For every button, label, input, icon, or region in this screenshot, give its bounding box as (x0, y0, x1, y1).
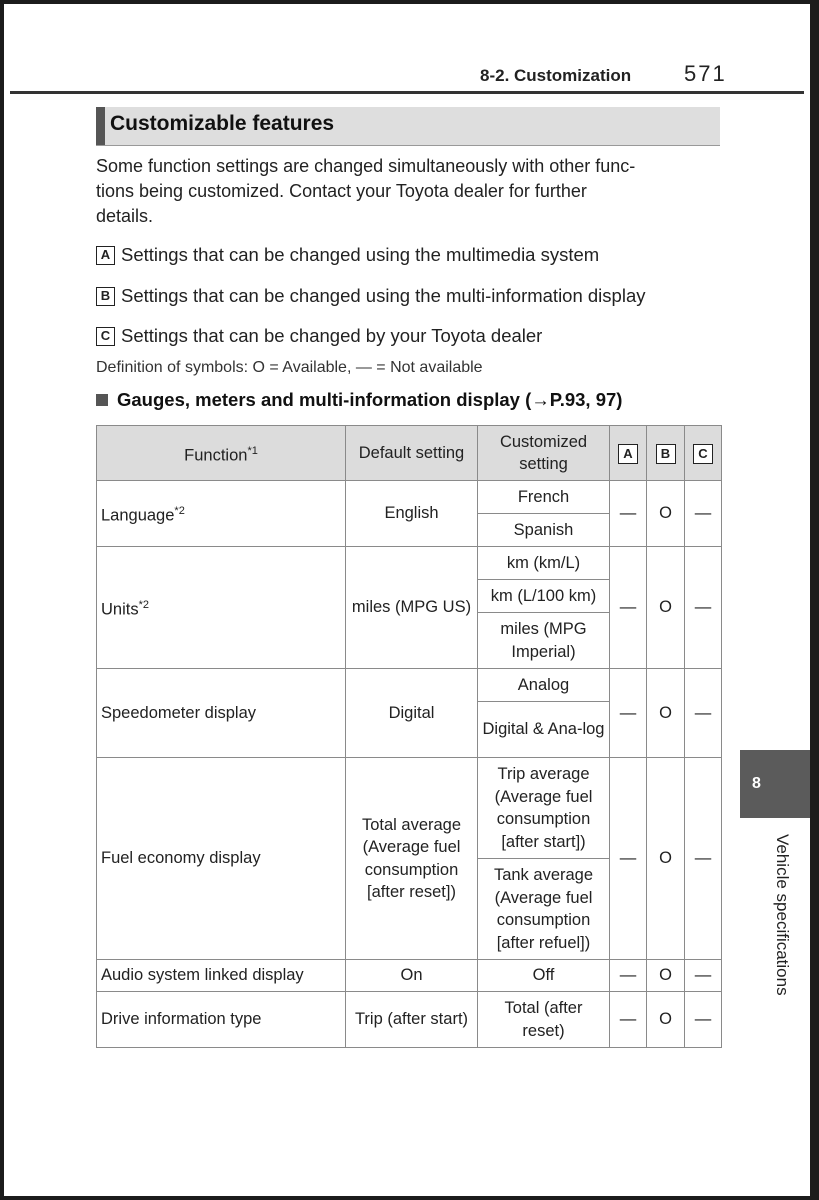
subheading (96, 389, 622, 411)
avail-c: — (685, 960, 722, 992)
header-c-box: C (693, 444, 713, 464)
legend-key-b: B (96, 287, 115, 306)
option-cell: French (478, 481, 610, 514)
avail-a: — (610, 547, 647, 669)
header-a (610, 426, 647, 481)
option-cell: Tank average (Average fuel consumption [after refuel]) (478, 859, 610, 960)
default-cell: miles (MPG US) (346, 547, 478, 669)
table-header-row (97, 426, 722, 481)
intro-line: tions being customized. Contact your Toyota dealer for further (96, 181, 587, 201)
legend-text-b: Settings that can be changed using the multi-information display (121, 285, 646, 306)
header-a-box: A (618, 444, 638, 464)
header-customized: Customized setting (478, 426, 610, 481)
square-bullet-icon (96, 394, 108, 406)
function-note: *2 (138, 599, 149, 611)
intro-line: details. (96, 206, 154, 226)
manual-page (4, 4, 810, 1196)
default-cell: Digital (346, 669, 478, 758)
function-cell: Audio system linked display (97, 960, 346, 992)
option-cell: Off (478, 960, 610, 992)
avail-b: O (647, 758, 685, 960)
option-cell: Spanish (478, 514, 610, 547)
avail-b: O (647, 547, 685, 669)
option-cell: km (km/L) (478, 547, 610, 580)
legend-text-c: Settings that can be changed by your Toyota dealer (121, 325, 543, 346)
function-cell: Drive information type (97, 992, 346, 1048)
default-cell: Trip (after start) (346, 992, 478, 1048)
header-b (647, 426, 685, 481)
avail-a: — (610, 669, 647, 758)
option-cell: miles (MPG Imperial) (478, 613, 610, 669)
section-title-banner (96, 107, 720, 146)
option-cell: km (L/100 km) (478, 580, 610, 613)
avail-c: — (685, 547, 722, 669)
intro-paragraph (96, 154, 726, 229)
table-row (97, 960, 722, 992)
chapter-number: 8 (752, 775, 761, 792)
chapter-label: Vehicle specifications (773, 834, 792, 996)
subheading-text: Gauges, meters and multi-information display (→P.93, 97) (117, 389, 623, 410)
legend-key-c: C (96, 327, 115, 346)
function-cell: Speedometer display (97, 669, 346, 758)
legend-item-c (96, 325, 542, 347)
table-row (97, 547, 722, 580)
section-title: Customizable features (110, 112, 335, 135)
avail-b: O (647, 481, 685, 547)
header-c (685, 426, 722, 481)
function-label: Units (101, 600, 139, 619)
table-row (97, 481, 722, 514)
option-cell: Analog (478, 669, 610, 702)
legend-text-a: Settings that can be changed using the multimedia system (121, 244, 600, 265)
avail-c: — (685, 758, 722, 960)
header-default: Default setting (346, 426, 478, 481)
function-cell (97, 547, 346, 669)
legend-key-a: A (96, 246, 115, 265)
header-section-title: 8-2. Customization (480, 66, 632, 85)
avail-a: — (610, 960, 647, 992)
option-cell: Trip average (Average fuel consumption [after start]) (478, 758, 610, 859)
function-label: Language (101, 506, 175, 525)
table-row (97, 758, 722, 859)
header-b-box: B (656, 444, 676, 464)
option-cell: Digital & Ana-log (478, 702, 610, 758)
header-function-label: Function (184, 446, 248, 464)
avail-c: — (685, 669, 722, 758)
customization-table (96, 425, 722, 1048)
avail-b: O (647, 960, 685, 992)
default-cell: On (346, 960, 478, 992)
legend-item-b (96, 285, 645, 307)
avail-a: — (610, 992, 647, 1048)
default-cell: Total average (Average fuel consumption [after reset]) (346, 758, 478, 960)
legend-item-a (96, 244, 599, 266)
default-cell: English (346, 481, 478, 547)
avail-c: — (685, 481, 722, 547)
header-rule (10, 91, 804, 94)
avail-a: — (610, 481, 647, 547)
avail-b: O (647, 992, 685, 1048)
avail-a: — (610, 758, 647, 960)
header-page-number: 571 (684, 61, 727, 86)
table-row (97, 992, 722, 1048)
chapter-tab (740, 750, 810, 818)
option-cell: Total (after reset) (478, 992, 610, 1048)
function-cell: Fuel economy display (97, 758, 346, 960)
avail-b: O (647, 669, 685, 758)
avail-c: — (685, 992, 722, 1048)
section-title-accent-bar (96, 107, 105, 145)
header-function (97, 426, 346, 481)
symbol-definitions: Definition of symbols: O = Available, — = Not available (96, 359, 483, 376)
table-row (97, 669, 722, 702)
intro-line: Some function settings are changed simultaneously with other func- (96, 156, 636, 176)
function-cell (97, 481, 346, 547)
function-note: *2 (174, 505, 185, 517)
header-function-note: *1 (247, 444, 258, 457)
